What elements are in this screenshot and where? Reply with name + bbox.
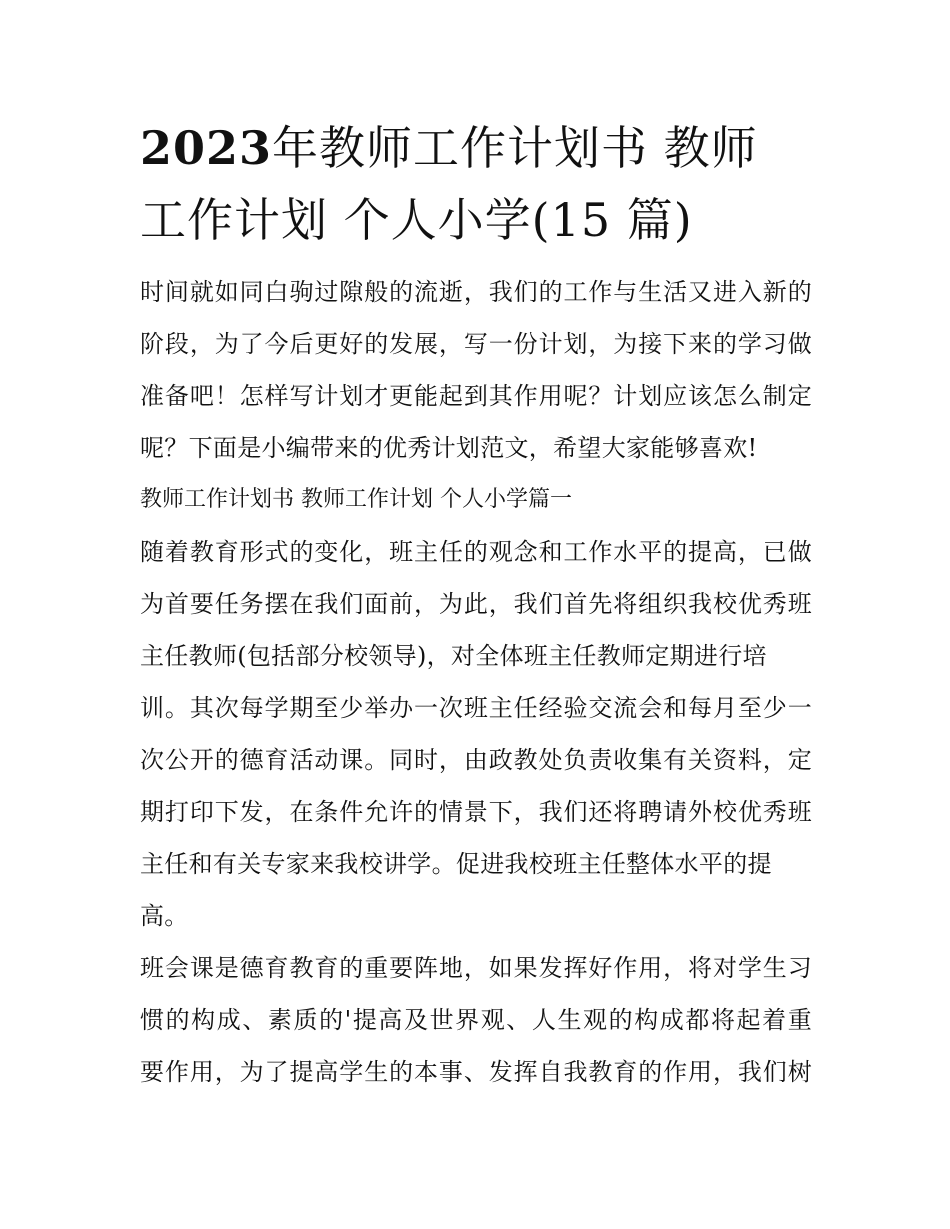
- intro-line: 准备吧！怎样写计划才更能起到其作用呢？计划应该怎么制定: [140, 382, 812, 410]
- intro-line: 时间就如同白驹过隙般的流逝，我们的工作与生活又进入新的: [140, 278, 812, 306]
- paragraph-line: 要作用，为了提高学生的本事、发挥自我教育的作用，我们树: [140, 1058, 812, 1086]
- paragraph-line: 为首要任务摆在我们面前，为此，我们首先将组织我校优秀班: [140, 590, 812, 618]
- document-title: [140, 112, 812, 256]
- title-line-1: [140, 112, 812, 184]
- paragraph-line: 班会课是德育教育的重要阵地，如果发挥好作用，将对学生习: [140, 954, 812, 982]
- paragraph-line: 主任教师(包括部分校领导)，对全体班主任教师定期进行培: [140, 642, 767, 670]
- intro-paragraph: [140, 266, 812, 474]
- paragraph-line: 次公开的德育活动课。同时，由政教处负责收集有关资料，定: [140, 746, 812, 774]
- paragraph-line: 惯的构成、素质的'提高及世界观、人生观的构成都将起着重: [140, 1006, 812, 1034]
- paragraph-line: 期打印下发，在条件允许的情景下，我们还将聘请外校优秀班: [140, 798, 812, 826]
- section-heading: 教师工作计划书 教师工作计划 个人小学篇一: [140, 487, 572, 512]
- paragraph-line: 训。其次每学期至少举办一次班主任经验交流会和每月至少一: [140, 694, 812, 722]
- intro-line: 呢？下面是小编带来的优秀计划范文，希望大家能够喜欢!: [140, 434, 758, 462]
- paragraph-line: 主任和有关专家来我校讲学。促进我校班主任整体水平的提: [140, 850, 772, 878]
- title-line-2: 工作计划 个人小学(15 篇): [140, 193, 693, 247]
- intro-line: 阶段，为了今后更好的发展，写一份计划，为接下来的学习做: [140, 330, 812, 358]
- title-line-1-rest: 年教师工作计划书 教师: [272, 121, 758, 175]
- paragraph-1: [140, 526, 812, 942]
- paragraph-line: 随着教育形式的变化，班主任的观念和工作水平的提高，已做: [140, 538, 812, 566]
- paragraph-line: 高。: [140, 902, 189, 930]
- document-page: [140, 112, 812, 1098]
- title-year: 2023: [140, 121, 273, 175]
- paragraph-2: [140, 942, 812, 1098]
